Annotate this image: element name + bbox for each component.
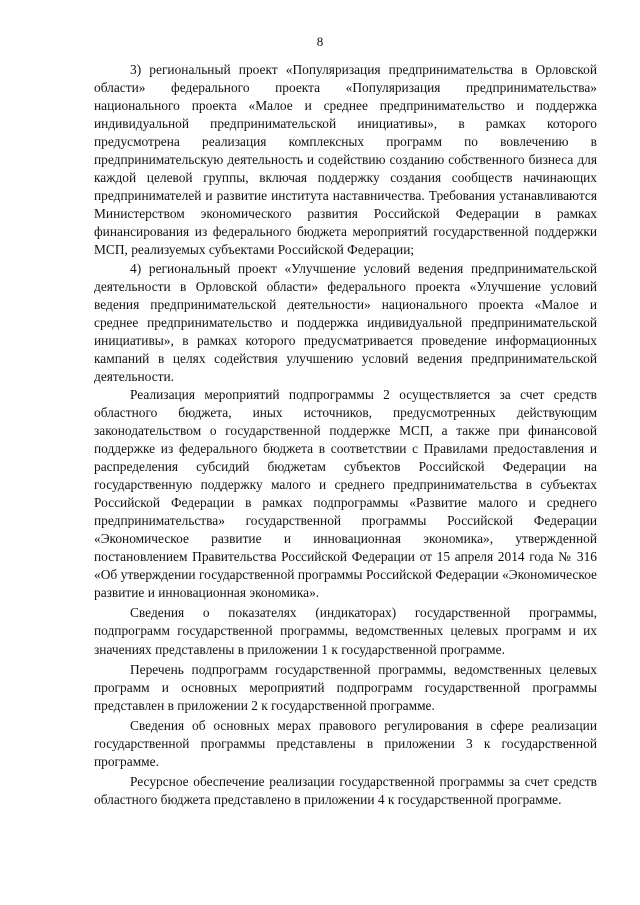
document-body (94, 61, 597, 809)
page-number: 8 (316, 34, 324, 49)
paragraph-regional-project-4: 4) региональный проект «Улучшение условий ведения предпринимательской деятельности в Орловской области» федерального проекта «Улучшение условий ведения предпринимательской деятельности» национального проекта «Малое и среднее предпринимательство и поддержка индивидуальной предпринимательской инициативы», в рамках которого предусматривается проведение информационных кампаний в целях содействия улучшению условий ведения предпринимательской деятельности. (94, 260, 597, 384)
paragraph-regional-project-3: 3) региональный проект «Популяризация предпринимательства в Орловской области» федерального проекта «Популяризация предпринимательства» национального проекта «Малое и среднее предпринимательство и поддержка индивидуальной предпринимательской инициативы», в рамках которого предусмотрена реализация комплексных программ по вовлечению в предпринимательскую деятельность и содействию созданию собственного бизнеса для каждой целевой группы, включая поддержку создания сообществ начинающих предпринимателей и развитие института наставничества. Требования устанавливаются Министерством экономического развития Российской Федерации в рамках финансирования из федерального бюджета мероприятий государственной поддержки МСП, реализуемых субъектами Российской Федерации; (94, 62, 597, 258)
paragraph-resource-support-appendix-4: Ресурсное обеспечение реализации государственной программы за счет средств областного бюджета представлено в приложении 4 к государственной программе. (94, 773, 597, 807)
paragraph-subprograms-list-appendix-2: Перечень подпрограмм государственной программы, ведомственных целевых программ и основных мероприятий подпрограмм государственной программы представлен в приложении 2 к государственной программе. (94, 661, 597, 713)
paragraph-subprogram-2-funding: Реализация мероприятий подпрограммы 2 осуществляется за счет средств областного бюджета, иных источников, предусмотренных действующим законодательством о государственной поддержке МСП, а также при финансовой поддержке из федерального бюджета в соответствии с Правилами предоставления и распределения субсидий бюджетам субъектов Российской Федерации на государственную поддержку малого и среднего предпринимательства в субъектах Российской Федерации в рамках подпрограммы «Развитие малого и среднего предпринимательства» государственной программы Российской Федерации «Экономическое развитие и инновационная экономика», утвержденной постановлением Правительства Российской Федерации от 15 апреля 2014 года № 316 «Об утверждении государственной программы Российской Федерации «Экономическое развитие и инновационная экономика». (94, 386, 597, 601)
paragraph-indicators-appendix-1: Сведения о показателях (индикаторах) государственной программы, подпрограмм государственной программы, ведомственных целевых программ и их значениях представлены в приложении 1 к государственной программе. (94, 605, 597, 657)
paragraph-legal-regulation-appendix-3: Сведения об основных мерах правового регулирования в сфере реализации государственной программы представлены в приложении 3 к государственной программе. (94, 717, 597, 769)
